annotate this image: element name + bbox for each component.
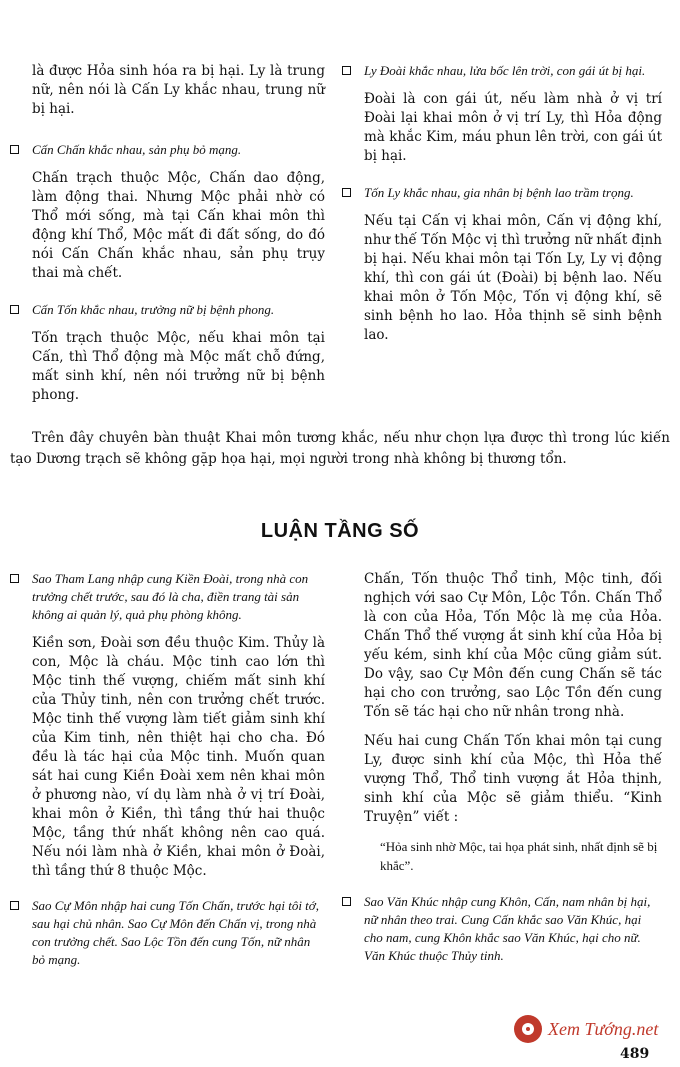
bottom-right-column: [342, 570, 662, 965]
checkbox-bullet-icon: [10, 145, 19, 154]
bullet-item: [10, 141, 325, 283]
bullet-body: Chấn trạch thuộc Mộc, Chấn dao động, làm động thai. Nhưng Mộc phải nhờ có Thổ mới sống, mà tại Cấn khai môn thì động khí Thổ, Mộc mất đi đất sống, do đó nói Cấn Chấn khắc nhau, sản phụ trụy thai mà chết.: [32, 170, 325, 281]
yin-yang-icon: [514, 1015, 542, 1043]
bullet-body: Nếu tại Cấn vị khai môn, Cấn vị động khí, như thế Tốn Mộc vị thì trưởng nữ nhất định bị hại. Nếu khai môn tại Tốn Ly, Ly vị động khí, thì con gái út (Đoài) bị bệnh lao. Nếu khai môn ở Tốn Mộc, Tốn vị động khí, sẽ sinh bệnh ho lao. Hỏa thịnh sẽ sinh bệnh lao.: [364, 213, 662, 343]
bullet-item: [10, 570, 325, 881]
checkbox-bullet-icon: [342, 66, 351, 75]
bottom-left-column: [10, 570, 325, 969]
checkbox-bullet-icon: [342, 897, 351, 906]
bullet-body: Đoài là con gái út, nếu làm nhà ở vị trí Đoài lại khai môn ở vị trí Ly, thì Hỏa động mà khắc Kim, máu phun lên trời, con gái út bị hại.: [364, 91, 662, 164]
top-right-column: [342, 62, 662, 345]
top-left-column: [10, 62, 325, 405]
bullet-item: [10, 301, 325, 405]
checkbox-bullet-icon: [10, 901, 19, 910]
bullet-title: Sao Tham Lang nhập cung Kiền Đoài, trong nhà con trưởng chết trước, sau đó là cha, điền trang tài sản không ai quản lý, quả phụ phòng không.: [32, 571, 309, 622]
bullet-title: Cấn Tốn khắc nhau, trưởng nữ bị bệnh phong.: [32, 302, 275, 317]
checkbox-bullet-icon: [10, 305, 19, 314]
logo-text: Xem Tướng.net: [548, 1018, 659, 1039]
bullet-title: Cấn Chấn khắc nhau, sản phụ bỏ mạng.: [32, 142, 242, 157]
quotation: “Hỏa sinh nhờ Mộc, tai họa phát sinh, nhất định sẽ bị khắc”.: [380, 839, 658, 873]
page-number: 489: [620, 1046, 650, 1062]
bullet-title: Tốn Ly khắc nhau, gia nhân bị bệnh lao trầm trọng.: [364, 185, 634, 200]
checkbox-bullet-icon: [342, 188, 351, 197]
checkbox-bullet-icon: [10, 574, 19, 583]
paragraph: Nếu hai cung Chấn Tốn khai môn tại cung Ly, được sinh khí của Mộc, thì Hỏa thế vượng Thổ, Thổ tinh vượng ắt Hỏa thịnh, sinh khí của Mộc sẽ giảm thiểu. “Kinh Truyện” viết :: [364, 733, 662, 825]
bullet-item: [342, 184, 662, 345]
bullet-title: Sao Văn Khúc nhập cung Khôn, Cấn, nam nhân bị hại, nữ nhân theo trai. Cung Cấn khắc sao Văn Khúc, hại cho nam, cung Khôn khắc sao Văn Khúc, hại cho nữ. Văn Khúc thuộc Thủy tinh.: [364, 894, 651, 963]
bullet-item: [342, 893, 662, 965]
bullet-title: Sao Cự Môn nhập hai cung Tốn Chấn, trước hại tôi tớ, sau hại chủ nhân. Sao Cự Môn đến Chấn vị, trong nhà con trưởng chết. Sao Lộc Tồn đến cung Tốn, nữ nhân bỏ mạng.: [32, 898, 319, 967]
bullet-body: Tốn trạch thuộc Mộc, nếu khai môn tại Cấn, thì Thổ động mà Mộc mất chỗ đứng, mất sinh khí, nên nói trưởng nữ bị bệnh phong.: [32, 330, 325, 403]
section-title: LUẬN TẦNG SỐ: [260, 520, 420, 542]
paragraph: là được Hỏa sinh hóa ra bị hại. Ly là trung nữ, nên nói là Cấn Ly khắc nhau, trung nữ bị hại.: [32, 63, 325, 117]
bullet-title: Ly Đoài khắc nhau, lửa bốc lên trời, con gái út bị hại.: [364, 63, 646, 78]
bullet-item: [10, 897, 325, 969]
summary-paragraph: Trên đây chuyên bàn thuật Khai môn tương khắc, nếu như chọn lựa được thì trong lúc kiến tạo Dương trạch sẽ không gặp họa hại, mọi người trong nhà không bị thương tổn.: [10, 430, 670, 467]
bullet-body: Kiền sơn, Đoài sơn đều thuộc Kim. Thủy là con, Mộc là cháu. Mộc tinh cao lớn thì Mộc tinh thế vượng, chiếm mất sinh khí của Thủy tinh, nên con trưởng chết trước. Mộc tinh thế vượng làm tiết giảm sinh khí của Kim tinh, nên thiệt hại cho cha. Đó đều là tác hại của Mộc tinh. Muốn quan sát hai cung Kiền Đoài xem nên khai môn ở phương nào, ví dụ làm nhà ở vị trí Đoài, khai môn ở Kiền, thì tầng thứ hai thuộc Mộc, tầng thứ nhất không nên cao quá. Nếu nói làm nhà ở Kiền, khai môn ở Đoài, thì tầng thứ 8 thuộc Mộc.: [32, 635, 325, 879]
bullet-item: [342, 62, 662, 166]
site-logo: [514, 1013, 674, 1045]
paragraph: Chấn, Tốn thuộc Thổ tinh, Mộc tinh, đối nghịch với sao Cự Môn, Lộc Tồn. Chấn Thổ là con của Hỏa, Tốn Mộc là mẹ của Hỏa. Chấn Thổ thế vượng ắt sinh khí của Hỏa bị yếu kém, sinh khí của Mộc cũng giảm sút. Do vậy, sao Cự Môn đến cung Chấn sẽ tác hại cho con trưởng, sao Lộc Tồn đến cung Tốn sẽ tác hại cho nữ nhân trong nhà.: [364, 571, 662, 720]
